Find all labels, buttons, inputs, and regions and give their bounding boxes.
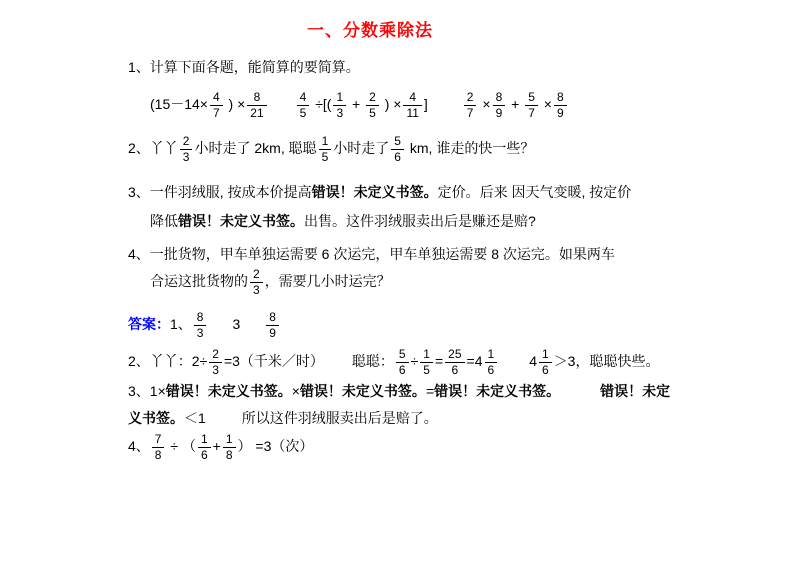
text-segment: ） =3（次） [237, 438, 314, 455]
text-segment: ÷[( [311, 96, 332, 113]
fraction: $\frac{2}{3}$ [209, 348, 222, 377]
text-segment: 所以这件羽绒服卖出后是赔了。 [241, 410, 438, 426]
answer-1 [128, 311, 760, 340]
text-segment: 聪聪： [351, 353, 394, 370]
fraction: $\frac{8}{9}$ [493, 91, 506, 120]
fraction: $\frac{8}{21}$ [247, 91, 266, 120]
text-segment: 降低 [150, 213, 178, 229]
fraction: $\frac{5}{7}$ [525, 91, 538, 120]
fraction: $\frac{4}{7}$ [210, 91, 223, 120]
spacer [269, 108, 295, 109]
text-segment: 3、1× [128, 383, 166, 399]
question-2 [128, 135, 760, 164]
text-segment: (15－14× [150, 96, 208, 113]
text-segment: 1、计算下面各题，能简算的要简算。 [128, 59, 360, 75]
text-segment: 4 [529, 353, 537, 370]
text-segment: 合运这批货物的 [150, 273, 248, 290]
text-segment: 错误！未定义书签。 [434, 383, 561, 399]
text-segment: + [212, 438, 221, 455]
text-segment: 3 [232, 316, 241, 333]
spacer [560, 395, 600, 396]
text-segment: 错误！未定 [600, 383, 671, 399]
fraction: $\frac{8}{9}$ [266, 311, 279, 340]
text-segment: 定价。后来 因天气变暖, 按定价 [437, 184, 632, 200]
spacer [208, 328, 232, 329]
text-segment: ÷ （ [166, 438, 196, 455]
text-segment: + [507, 96, 524, 113]
fraction: $\frac{5}{6}$ [396, 348, 409, 377]
answer-3-line-2 [128, 408, 760, 428]
fraction: $\frac{1}{5}$ [420, 348, 433, 377]
text-segment: ) × [380, 96, 402, 113]
text-segment: 义书签。 [128, 410, 184, 426]
text-segment: 1、 [170, 316, 192, 333]
fraction: $\frac{25}{6}$ [445, 348, 464, 377]
spacer [499, 365, 529, 366]
text-segment: =4 [466, 353, 483, 370]
spacer [240, 328, 264, 329]
text-segment: 4、 [128, 438, 150, 455]
fraction: $\frac{8}{9}$ [554, 91, 567, 120]
text-segment: ＜1 [184, 410, 206, 426]
text-segment: 错误！未定义书签。 [165, 383, 292, 399]
text-segment: 4、一批货物，甲车单独运需要 6 次运完，甲车单独运需要 8 次运完。如果两车 [128, 246, 615, 262]
text-segment: 小时走了 2km, 聪聪 [194, 140, 317, 157]
worksheet-page [0, 16, 800, 566]
text-segment: 3、一件羽绒服, 按成本价提高 [128, 184, 312, 200]
text-segment: 出售。这件羽绒服卖出后是赚还是赔? [304, 213, 536, 229]
question-3-line-1 [128, 182, 760, 202]
spacer [428, 108, 462, 109]
text-segment: 小时走了 [333, 140, 390, 157]
text-segment: 2、丫丫：2÷ [128, 353, 208, 370]
text-segment: ÷ [410, 353, 419, 370]
fraction: $\frac{4}{11}$ [403, 91, 421, 120]
fraction: $\frac{2}{5}$ [366, 91, 379, 120]
page-title: 一、分数乘除法 [307, 21, 433, 40]
document-body [0, 57, 800, 462]
text-segment: 错误！未定义书签。 [299, 383, 426, 399]
answer-4 [128, 433, 760, 462]
fraction: $\frac{2}{7}$ [464, 91, 477, 120]
text-segment: = [434, 353, 444, 370]
text-segment: =3（千米／时） [223, 353, 324, 370]
text-segment: 2、丫丫 [128, 140, 178, 157]
answers-label: 答案： [128, 316, 170, 333]
text-segment: ，需要几小时运完？ [264, 273, 391, 290]
text-segment: ) × [224, 96, 246, 113]
text-segment: = [425, 383, 435, 399]
fraction: $\frac{7}{8}$ [152, 433, 165, 462]
fraction: $\frac{1}{3}$ [333, 91, 346, 120]
question-1 [128, 57, 760, 77]
question-4-line-1 [128, 244, 760, 264]
text-segment: ＞3，聪聪快些。 [553, 353, 660, 370]
fraction: $\frac{8}{3}$ [194, 311, 207, 340]
text-segment: 错误！未定义书签。 [178, 213, 304, 229]
text-segment: × [291, 383, 300, 399]
question-4-line-2 [128, 268, 760, 297]
text-segment: km, 谁走的快一些？ [405, 140, 535, 157]
fraction: $\frac{2}{3}$ [250, 268, 263, 297]
text-segment: × [539, 96, 552, 113]
fraction: $\frac{1}{6}$ [485, 348, 498, 377]
spacer [324, 365, 352, 366]
fraction: $\frac{4}{5}$ [297, 91, 310, 120]
text-segment: × [478, 96, 491, 113]
fraction: $\frac{1}{6}$ [539, 348, 552, 377]
answer-2 [128, 348, 760, 377]
spacer [206, 422, 242, 423]
answer-3-line-1 [128, 381, 760, 401]
fraction: $\frac{1}{5}$ [319, 135, 332, 164]
fraction: $\frac{1}{6}$ [198, 433, 211, 462]
text-segment: + [348, 96, 365, 113]
text-segment: ] [423, 96, 428, 113]
question-3-line-2 [128, 211, 760, 231]
expressions-row [128, 91, 760, 120]
fraction: $\frac{5}{6}$ [391, 135, 404, 164]
text-segment: 错误！未定义书签。 [311, 184, 438, 200]
fraction: $\frac{1}{8}$ [223, 433, 236, 462]
fraction: $\frac{2}{3}$ [180, 135, 193, 164]
